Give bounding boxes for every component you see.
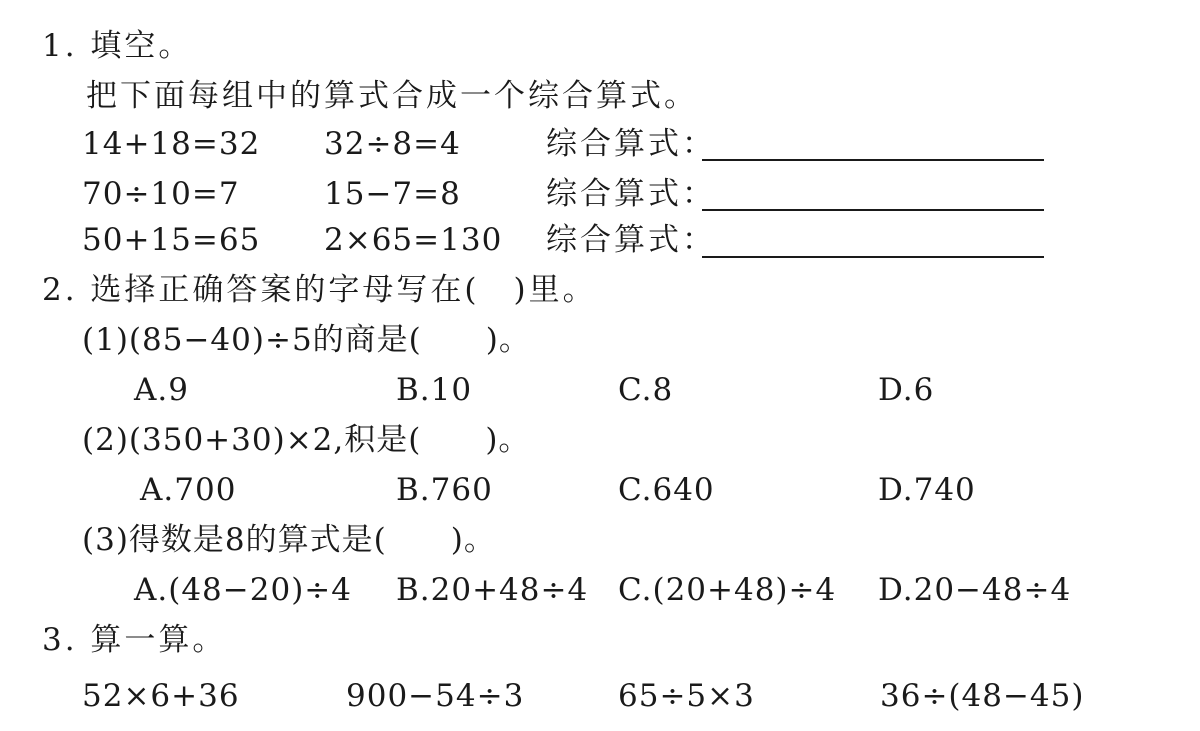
q3-expression-3: 65÷5×3 bbox=[618, 678, 755, 714]
q1-row2-label: 综合算式： bbox=[546, 176, 716, 212]
q1-row3-expr-a: 50+15=65 bbox=[82, 222, 261, 258]
q2-item1-option-b[interactable]: B.10 bbox=[396, 372, 473, 408]
q2-item1-stem: (1)(85−40)÷5的商是( )。 bbox=[82, 322, 531, 358]
q2-item2-option-b[interactable]: B.760 bbox=[396, 472, 493, 508]
q2-item1-option-c[interactable]: C.8 bbox=[618, 372, 674, 408]
q1-row1-answer-blank[interactable] bbox=[702, 159, 1044, 161]
q2-item1-option-a[interactable]: A.9 bbox=[134, 372, 189, 408]
q1-row3-answer-blank[interactable] bbox=[702, 256, 1044, 258]
q1-row2-expr-b: 15−7=8 bbox=[324, 176, 461, 212]
q2-item3-option-c[interactable]: C.(20+48)÷4 bbox=[618, 572, 837, 608]
q1-row2-answer-blank[interactable] bbox=[702, 209, 1044, 211]
q2-item3-option-a[interactable]: A.(48−20)÷4 bbox=[134, 572, 352, 608]
q1-row1-expr-b: 32÷8=4 bbox=[324, 126, 461, 162]
q1-row3-label: 综合算式： bbox=[546, 222, 716, 258]
q2-item2-option-a[interactable]: A.700 bbox=[140, 472, 237, 508]
q2-item2-option-c[interactable]: C.640 bbox=[618, 472, 715, 508]
q1-heading: 1. 填空。 bbox=[42, 28, 193, 64]
q1-row2-expr-a: 70÷10=7 bbox=[82, 176, 240, 212]
q2-item1-option-d[interactable]: D.6 bbox=[878, 372, 935, 408]
q1-row1-expr-a: 14+18=32 bbox=[82, 126, 261, 162]
q2-heading: 2. 选择正确答案的字母写在( )里。 bbox=[42, 272, 597, 308]
q3-heading: 3. 算一算。 bbox=[42, 622, 227, 658]
q1-row1-label: 综合算式： bbox=[546, 126, 716, 162]
q3-expression-1: 52×6+36 bbox=[82, 678, 240, 714]
q2-item2-option-d[interactable]: D.740 bbox=[878, 472, 976, 508]
q2-item2-stem: (2)(350+30)×2,积是( )。 bbox=[82, 422, 531, 458]
q2-item3-stem: (3)得数是8的算式是( )。 bbox=[82, 522, 496, 558]
q3-expression-4: 36÷(48−45) bbox=[880, 678, 1085, 714]
q1-instruction: 把下面每组中的算式合成一个综合算式。 bbox=[86, 78, 698, 114]
q3-expression-2: 900−54÷3 bbox=[346, 678, 525, 714]
q2-item3-option-b[interactable]: B.20+48÷4 bbox=[396, 572, 589, 608]
q1-row3-expr-b: 2×65=130 bbox=[324, 222, 503, 258]
q2-item3-option-d[interactable]: D.20−48÷4 bbox=[878, 572, 1072, 608]
